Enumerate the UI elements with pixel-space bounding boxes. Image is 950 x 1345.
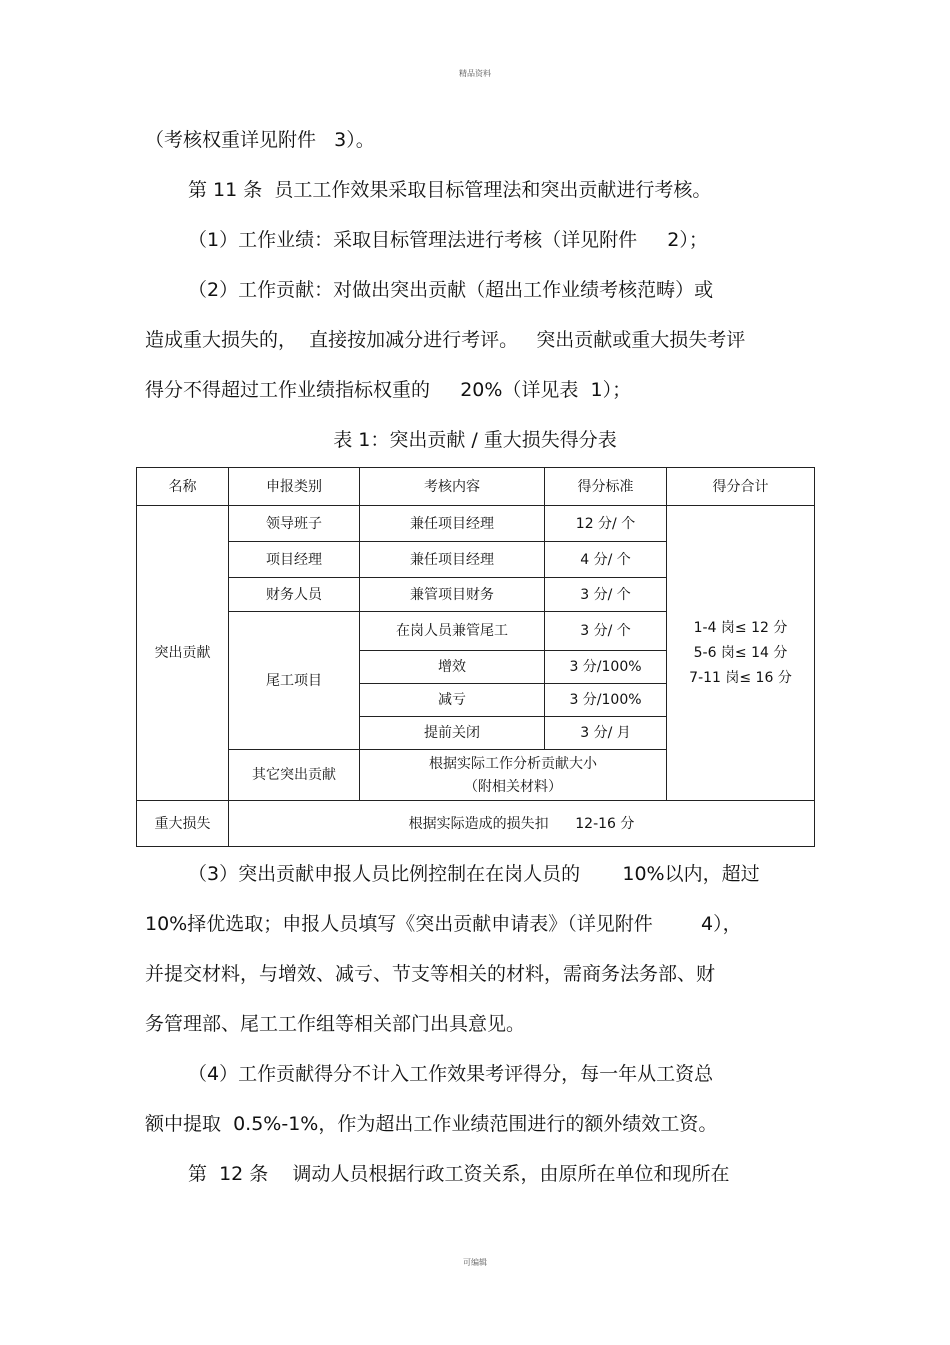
content-cell: 减亏 bbox=[360, 684, 545, 717]
group-loss-cell: 重大损失 bbox=[137, 801, 229, 847]
page-footer: 可编辑 bbox=[463, 1258, 487, 1267]
category-cell: 其它突出贡献 bbox=[229, 750, 360, 801]
header-cell: 考核内容 bbox=[360, 468, 545, 506]
paragraph-line: （4）工作贡献得分不计入工作效果考评得分，每一年从工资总 bbox=[188, 1063, 714, 1085]
paragraph-line: （2）工作贡献：对做出突出贡献（超出工作业绩考核范畴）或 bbox=[188, 279, 714, 301]
paragraph-line: （考核权重详见附件 3）。 bbox=[145, 129, 375, 151]
category-cell: 尾工项目 bbox=[229, 612, 360, 750]
category-cell: 项目经理 bbox=[229, 542, 360, 578]
standard-cell: 3 分/ 个 bbox=[545, 612, 667, 651]
category-cell: 领导班子 bbox=[229, 506, 360, 542]
paragraph-line: 造成重大损失的， 直接按加减分进行考评。 突出贡献或重大损失考评 bbox=[145, 329, 746, 351]
standard-cell: 4 分/ 个 bbox=[545, 542, 667, 578]
table-caption: 表 1：突出贡献 / 重大损失得分表 bbox=[333, 429, 617, 451]
article-11-heading: 第 11 条 员工工作效果采取目标管理法和突出贡献进行考核。 bbox=[188, 179, 712, 201]
table-row bbox=[137, 801, 815, 847]
total-cell bbox=[667, 506, 815, 801]
header-cell: 名称 bbox=[137, 468, 229, 506]
content-line: （附相关材料） bbox=[464, 778, 562, 795]
content-cell: 兼任项目经理 bbox=[360, 506, 545, 542]
standard-cell: 3 分/100% bbox=[545, 651, 667, 684]
content-line: 根据实际工作分析贡献大小 bbox=[429, 755, 597, 772]
paragraph-line: （1）工作业绩：采取目标管理法进行考核（详见附件 2）； bbox=[188, 229, 708, 251]
standard-cell: 3 分/100% bbox=[545, 684, 667, 717]
header-cell: 申报类别 bbox=[229, 468, 360, 506]
content-cell: 在岗人员兼管尾工 bbox=[360, 612, 545, 651]
standard-cell: 12 分/ 个 bbox=[545, 506, 667, 542]
standard-cell: 3 分/ 个 bbox=[545, 578, 667, 612]
content-cell: 提前关闭 bbox=[360, 717, 545, 750]
paragraph-line: 得分不得超过工作业绩指标权重的 20%（详见表 1）； bbox=[145, 379, 632, 401]
header-cell: 得分合计 bbox=[667, 468, 815, 506]
content-cell: 增效 bbox=[360, 651, 545, 684]
total-line: 7-11 岗≤ 16 分 bbox=[689, 670, 792, 686]
group-contribution-cell: 突出贡献 bbox=[137, 506, 229, 801]
content-cell bbox=[360, 750, 667, 801]
paragraph-line: 务管理部、尾工工作组等相关部门出具意见。 bbox=[145, 1013, 526, 1035]
table-header-row bbox=[137, 468, 815, 506]
header-cell: 得分标准 bbox=[545, 468, 667, 506]
paragraph-line: 额中提取 0.5%-1%，作为超出工作业绩范围进行的额外绩效工资。 bbox=[145, 1113, 718, 1135]
content-cell: 兼管项目财务 bbox=[360, 578, 545, 612]
standard-cell: 3 分/ 月 bbox=[545, 717, 667, 750]
content-cell: 兼任项目经理 bbox=[360, 542, 545, 578]
total-line: 5-6 岗≤ 14 分 bbox=[693, 645, 788, 661]
table-row bbox=[137, 506, 815, 542]
category-cell: 财务人员 bbox=[229, 578, 360, 612]
paragraph-line: 10%择优选取；申报人员填写《突出贡献申请表》（详见附件 4）， bbox=[145, 913, 742, 935]
score-table bbox=[136, 467, 815, 847]
total-line: 1-4 岗≤ 12 分 bbox=[693, 620, 788, 636]
article-12-heading: 第 12 条 调动人员根据行政工资关系，由原所在单位和现所在 bbox=[188, 1163, 730, 1185]
paragraph-line: （3）突出贡献申报人员比例控制在在岗人员的 10%以内，超过 bbox=[188, 863, 760, 885]
loss-content-cell: 根据实际造成的损失扣 12-16 分 bbox=[229, 801, 815, 847]
paragraph-line: 并提交材料，与增效、减亏、节支等相关的材料，需商务法务部、财 bbox=[145, 963, 716, 985]
page-header: 精品资料 bbox=[459, 69, 491, 78]
